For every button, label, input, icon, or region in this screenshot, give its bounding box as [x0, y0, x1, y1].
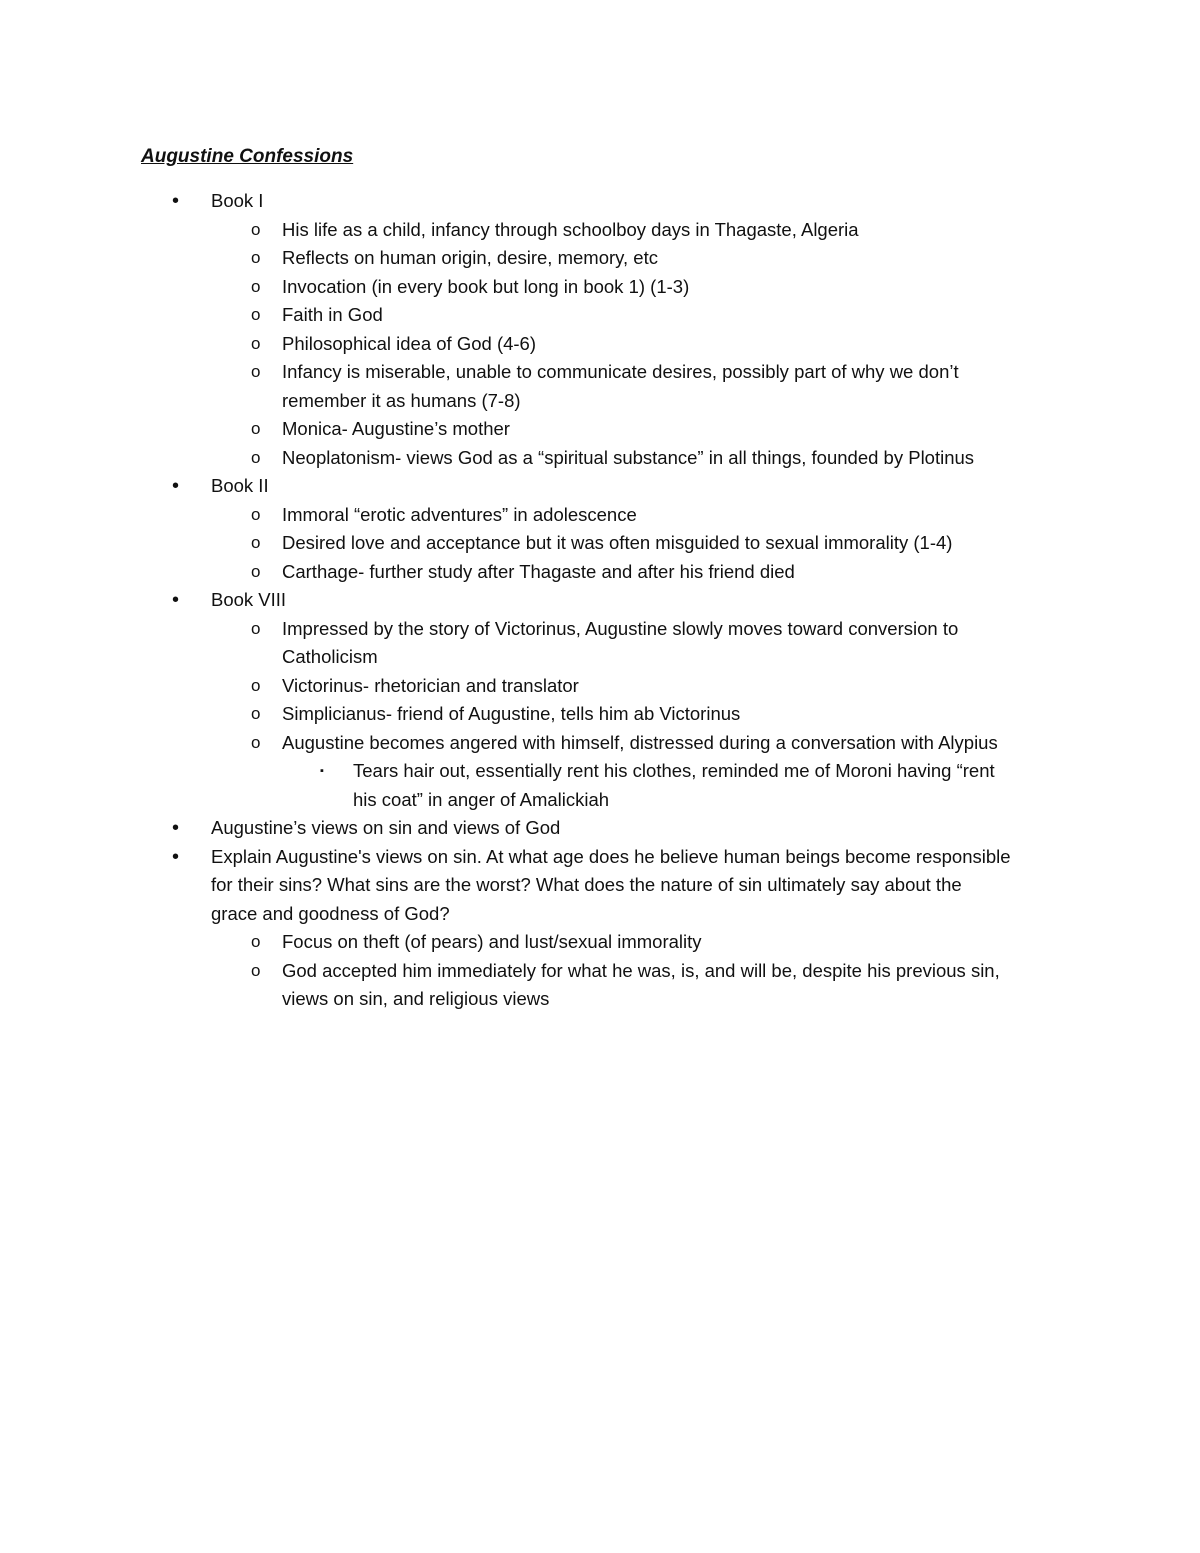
- circle-bullet-icon: o: [251, 447, 261, 467]
- list-item: [0, 586, 1200, 615]
- list-item-text: grace and goodness of God?: [211, 902, 450, 924]
- circle-bullet-icon: o: [251, 248, 261, 267]
- circle-bullet-icon: o: [251, 305, 261, 324]
- circle-bullet-icon: o: [251, 704, 261, 723]
- list-item-continuation: [0, 786, 1200, 815]
- list-item: [0, 444, 1200, 473]
- circle-bullet-icon: o: [251, 675, 261, 695]
- list-item-text: Monica- Augustine’s mother: [282, 418, 510, 439]
- circle-bullet-icon: o: [251, 932, 261, 951]
- list-item-text: Explain Augustine's views on sin. At what age does he believe human beings become responsible: [211, 845, 1011, 867]
- list-item: [0, 843, 1200, 872]
- list-item-text: God accepted him immediately for what he was, is, and will be, despite his previous sin,: [282, 959, 1000, 981]
- list-item-text: Augustine’s views on sin and views of God: [211, 817, 561, 838]
- list-item-text: Infancy is miserable, unable to communicate desires, possibly part of why we don’t: [282, 361, 959, 382]
- list-item: [0, 615, 1200, 644]
- list-item-text: Focus on theft (of pears) and lust/sexual immorality: [282, 931, 702, 952]
- circle-bullet-icon: o: [251, 504, 261, 524]
- list-item-continuation: [0, 643, 1200, 672]
- bullet-icon: •: [172, 845, 180, 868]
- list-item-text: Catholicism: [282, 646, 378, 667]
- list-item: [0, 472, 1200, 501]
- circle-bullet-icon: o: [251, 219, 261, 239]
- circle-bullet-icon: o: [251, 333, 261, 353]
- bullet-icon: •: [172, 190, 180, 212]
- list-item-text: Impressed by the story of Victorinus, Augustine slowly moves toward conversion to: [282, 617, 959, 639]
- bullet-icon: •: [172, 817, 180, 839]
- list-item-text: his coat” in anger of Amalickiah: [353, 788, 610, 810]
- list-item: [0, 814, 1200, 843]
- list-item-text: Augustine becomes angered with himself, distressed during a conversation with Alypius: [282, 731, 998, 753]
- list-item-text: His life as a child, infancy through schoolboy days in Thagaste, Algeria: [282, 218, 859, 240]
- list-item-text: Book I: [211, 190, 264, 211]
- circle-bullet-icon: o: [251, 618, 261, 638]
- list-item-continuation: [0, 900, 1200, 929]
- list-item: [0, 415, 1200, 444]
- circle-bullet-icon: o: [251, 960, 261, 980]
- list-item: [0, 558, 1200, 587]
- list-item: [0, 244, 1200, 273]
- list-item: [0, 216, 1200, 245]
- list-item: [0, 757, 1200, 786]
- bullet-icon: •: [172, 475, 180, 497]
- outline-list: [0, 187, 1200, 1014]
- list-item: [0, 729, 1200, 758]
- document-title: Augustine Confessions: [141, 146, 354, 167]
- circle-bullet-icon: o: [251, 276, 261, 296]
- list-item-text: remember it as humans (7-8): [282, 389, 521, 411]
- list-item-text: Carthage- further study after Thagaste and after his friend died: [282, 560, 795, 582]
- list-item: [0, 928, 1200, 957]
- circle-bullet-icon: o: [251, 533, 261, 552]
- list-item-text: Reflects on human origin, desire, memory, etc: [282, 247, 658, 268]
- list-item-text: Invocation (in every book but long in book 1) (1-3): [282, 275, 690, 297]
- circle-bullet-icon: o: [251, 561, 261, 581]
- list-item-text: Tears hair out, essentially rent his clothes, reminded me of Moroni having “rent: [353, 760, 995, 781]
- list-item: [0, 700, 1200, 729]
- circle-bullet-icon: o: [251, 732, 261, 752]
- list-item-continuation: [0, 985, 1200, 1014]
- bullet-icon: •: [172, 589, 180, 611]
- list-item-text: Immoral “erotic adventures” in adolescence: [282, 503, 637, 525]
- list-item: [0, 330, 1200, 359]
- list-item-continuation: [0, 387, 1200, 416]
- list-item-text: Neoplatonism- views God as a “spiritual substance” in all things, founded by Plotinus: [282, 446, 975, 468]
- list-item-text: Book VIII: [211, 589, 287, 610]
- list-item-text: Philosophical idea of God (4-6): [282, 332, 537, 354]
- list-item: [0, 273, 1200, 302]
- circle-bullet-icon: o: [251, 419, 261, 438]
- list-item-text: views on sin, and religious views: [282, 988, 550, 1009]
- list-item: [0, 501, 1200, 530]
- list-item-text: Simplicianus- friend of Augustine, tells him ab Victorinus: [282, 703, 741, 724]
- list-item: [0, 957, 1200, 986]
- list-item: [0, 187, 1200, 216]
- list-item-text: for their sins? What sins are the worst? What does the nature of sin ultimately say about the: [211, 874, 962, 895]
- list-item: [0, 358, 1200, 387]
- list-item-text: Faith in God: [282, 304, 383, 325]
- list-item: [0, 301, 1200, 330]
- list-item-text: Victorinus- rhetorician and translator: [282, 674, 579, 696]
- list-item-text: Book II: [211, 475, 269, 496]
- list-item-continuation: [0, 871, 1200, 900]
- square-bullet-icon: ▪: [320, 765, 324, 777]
- list-item: [0, 672, 1200, 701]
- list-item: [0, 529, 1200, 558]
- circle-bullet-icon: o: [251, 362, 261, 381]
- list-item-text: Desired love and acceptance but it was often misguided to sexual immorality (1-4): [282, 532, 953, 553]
